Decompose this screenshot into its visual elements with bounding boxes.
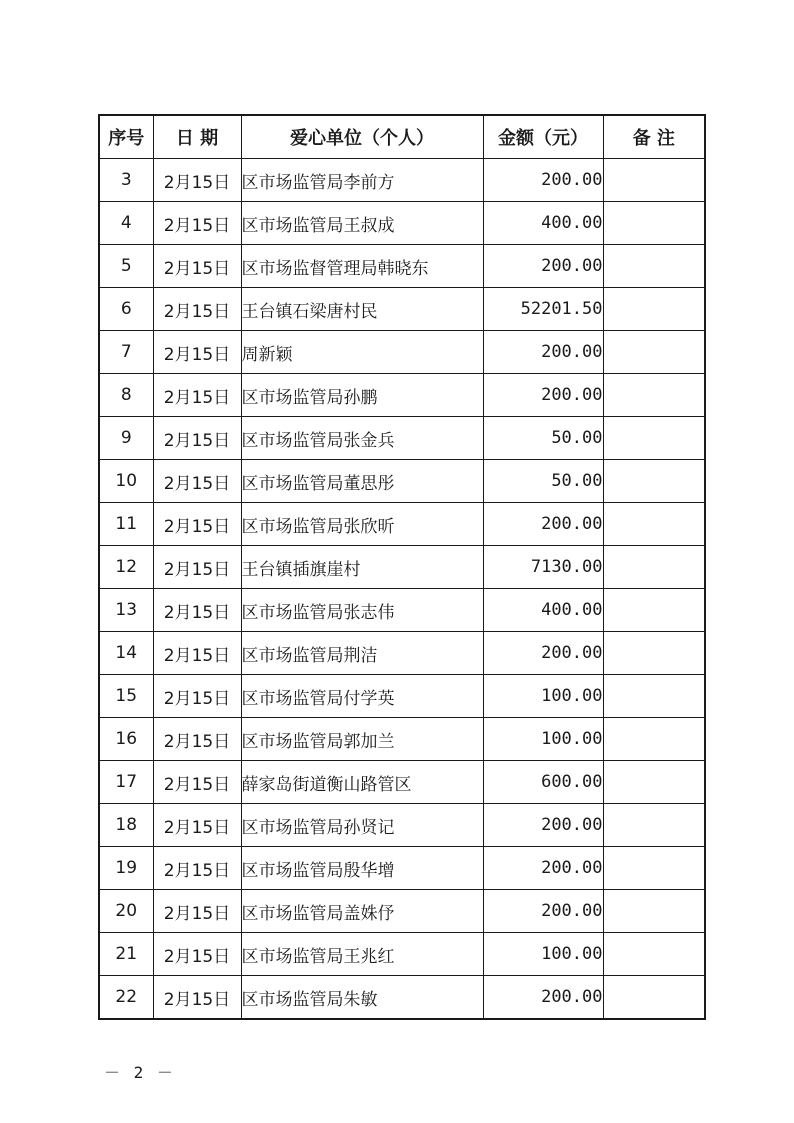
cell-amount: 200.00 [483,331,603,374]
cell-note [603,245,705,288]
cell-seq: 20 [99,890,153,933]
table-row [99,245,705,288]
table-row [99,804,705,847]
cell-seq: 6 [99,288,153,331]
cell-date: 2月15日 [153,890,241,933]
cell-donor: 区市场监管局朱敏 [241,976,483,1020]
table-row [99,288,705,331]
cell-note [603,460,705,503]
cell-donor: 区市场监管局董思彤 [241,460,483,503]
cell-seq: 11 [99,503,153,546]
cell-seq: 4 [99,202,153,245]
cell-amount: 100.00 [483,675,603,718]
cell-note [603,202,705,245]
cell-donor: 区市场监管局孙鹏 [241,374,483,417]
cell-donor: 周新颖 [241,331,483,374]
cell-donor: 区市场监管局殷华增 [241,847,483,890]
cell-amount: 200.00 [483,374,603,417]
cell-date: 2月15日 [153,933,241,976]
cell-donor: 区市场监管局付学英 [241,675,483,718]
cell-note [603,417,705,460]
cell-seq: 21 [99,933,153,976]
cell-seq: 10 [99,460,153,503]
cell-date: 2月15日 [153,804,241,847]
table-row [99,202,705,245]
table-row [99,976,705,1020]
header-date: 日 期 [153,115,241,159]
cell-date: 2月15日 [153,288,241,331]
cell-seq: 8 [99,374,153,417]
cell-date: 2月15日 [153,159,241,202]
cell-date: 2月15日 [153,374,241,417]
cell-date: 2月15日 [153,632,241,675]
cell-donor: 王台镇插旗崖村 [241,546,483,589]
cell-seq: 9 [99,417,153,460]
cell-date: 2月15日 [153,761,241,804]
cell-donor: 区市场监管局盖姝伃 [241,890,483,933]
cell-amount: 600.00 [483,761,603,804]
cell-donor: 区市场监管局王兆红 [241,933,483,976]
table-row [99,632,705,675]
cell-donor: 区市场监管局孙贤记 [241,804,483,847]
cell-date: 2月15日 [153,245,241,288]
cell-amount: 400.00 [483,589,603,632]
table-row [99,159,705,202]
table-row [99,589,705,632]
cell-donor: 区市场监管局王叔成 [241,202,483,245]
cell-date: 2月15日 [153,589,241,632]
cell-date: 2月15日 [153,460,241,503]
table-row [99,675,705,718]
cell-seq: 3 [99,159,153,202]
cell-seq: 15 [99,675,153,718]
cell-seq: 22 [99,976,153,1020]
cell-amount: 200.00 [483,159,603,202]
page-number: － 2 － [104,1063,175,1082]
header-note: 备 注 [603,115,705,159]
cell-seq: 16 [99,718,153,761]
cell-amount: 50.00 [483,417,603,460]
cell-date: 2月15日 [153,976,241,1020]
cell-amount: 200.00 [483,632,603,675]
cell-note [603,331,705,374]
cell-note [603,288,705,331]
cell-seq: 13 [99,589,153,632]
cell-note [603,503,705,546]
table-row [99,546,705,589]
cell-amount: 200.00 [483,503,603,546]
cell-note [603,718,705,761]
cell-note [603,890,705,933]
cell-note [603,976,705,1020]
donation-table [98,114,706,1020]
cell-donor: 薛家岛街道衡山路管区 [241,761,483,804]
table-row [99,761,705,804]
cell-amount: 400.00 [483,202,603,245]
table-row [99,933,705,976]
header-name: 爱心单位（个人） [241,115,483,159]
cell-donor: 区市场监管局张金兵 [241,417,483,460]
cell-seq: 17 [99,761,153,804]
cell-donor: 王台镇石梁唐村民 [241,288,483,331]
cell-seq: 12 [99,546,153,589]
table-row [99,331,705,374]
cell-note [603,675,705,718]
table-row [99,503,705,546]
cell-note [603,933,705,976]
cell-amount: 100.00 [483,933,603,976]
cell-amount: 7130.00 [483,546,603,589]
cell-amount: 50.00 [483,460,603,503]
cell-donor: 区市场监管局张欣昕 [241,503,483,546]
cell-donor: 区市场监督管理局韩晓东 [241,245,483,288]
cell-note [603,847,705,890]
cell-note [603,374,705,417]
table-row [99,718,705,761]
table-row [99,460,705,503]
cell-date: 2月15日 [153,202,241,245]
cell-seq: 19 [99,847,153,890]
cell-donor: 区市场监管局李前方 [241,159,483,202]
cell-date: 2月15日 [153,675,241,718]
cell-note [603,761,705,804]
cell-note [603,159,705,202]
cell-seq: 7 [99,331,153,374]
table-row [99,374,705,417]
cell-amount: 200.00 [483,804,603,847]
cell-note [603,804,705,847]
cell-date: 2月15日 [153,847,241,890]
table-header-row [99,115,705,159]
cell-amount: 100.00 [483,718,603,761]
cell-date: 2月15日 [153,546,241,589]
cell-date: 2月15日 [153,417,241,460]
table-row [99,847,705,890]
cell-donor: 区市场监管局郭加兰 [241,718,483,761]
cell-note [603,546,705,589]
cell-amount: 200.00 [483,890,603,933]
cell-amount: 200.00 [483,847,603,890]
cell-seq: 5 [99,245,153,288]
table-row [99,890,705,933]
cell-amount: 52201.50 [483,288,603,331]
header-seq: 序号 [99,115,153,159]
cell-date: 2月15日 [153,503,241,546]
cell-seq: 14 [99,632,153,675]
cell-donor: 区市场监管局张志伟 [241,589,483,632]
cell-amount: 200.00 [483,976,603,1020]
cell-date: 2月15日 [153,331,241,374]
cell-note [603,632,705,675]
cell-amount: 200.00 [483,245,603,288]
cell-note [603,589,705,632]
cell-date: 2月15日 [153,718,241,761]
header-amount: 金额（元） [483,115,603,159]
table-row [99,417,705,460]
table-body [99,159,705,1020]
cell-donor: 区市场监管局荆洁 [241,632,483,675]
cell-seq: 18 [99,804,153,847]
